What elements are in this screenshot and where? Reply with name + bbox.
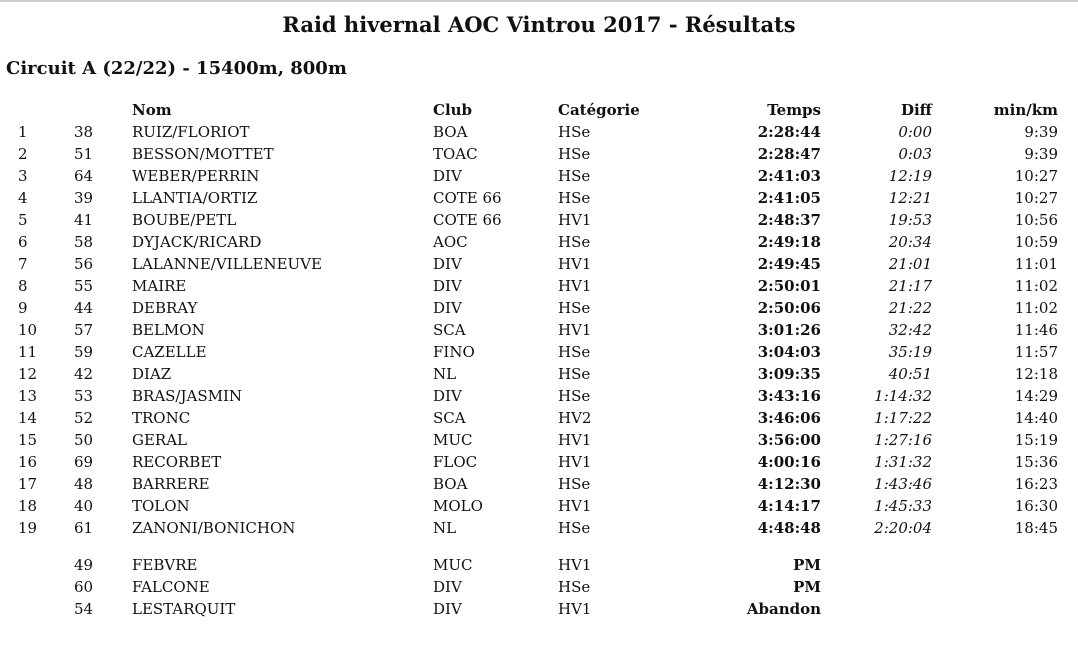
name-cell: ZANONI/BONICHON [132, 519, 296, 537]
rank-cell: 14 [18, 409, 38, 427]
pace-cell: 10:56 [1014, 211, 1058, 229]
diff-cell: 1:27:16 [874, 431, 932, 449]
rank-cell: 8 [18, 277, 28, 295]
name-cell: BARRERE [132, 475, 210, 493]
time-cell: 2:50:01 [757, 277, 821, 295]
time-cell: 4:12:30 [757, 475, 821, 493]
time-cell: 3:46:06 [757, 409, 821, 427]
time-cell: 2:49:18 [757, 233, 821, 251]
bib-cell: 60 [74, 578, 94, 596]
category-cell: HV1 [558, 321, 592, 339]
time-cell: 2:41:03 [757, 167, 821, 185]
bib-cell: 49 [74, 556, 94, 574]
header-club: Club [433, 101, 473, 119]
diff-cell: 1:31:32 [874, 453, 932, 471]
diff-cell: 32:42 [888, 321, 932, 339]
rank-cell: 17 [18, 475, 38, 493]
diff-cell: 21:01 [888, 255, 932, 273]
name-cell: LESTARQUIT [132, 600, 236, 618]
diff-cell: 35:19 [888, 343, 932, 361]
table-row [0, 495, 1078, 517]
table-row [0, 473, 1078, 495]
bib-cell: 54 [74, 600, 94, 618]
rank-cell: 15 [18, 431, 38, 449]
pace-cell: 18:45 [1014, 519, 1058, 537]
club-cell: AOC [433, 233, 468, 251]
diff-cell: 21:17 [888, 277, 932, 295]
rank-cell: 9 [18, 299, 28, 317]
club-cell: DIV [433, 578, 462, 596]
pace-cell: 15:36 [1014, 453, 1058, 471]
header-nom: Nom [132, 101, 172, 119]
diff-cell: 12:21 [888, 189, 932, 207]
name-cell: DEBRAY [132, 299, 198, 317]
bib-cell: 58 [74, 233, 94, 251]
pace-cell: 11:02 [1014, 299, 1058, 317]
table-row [0, 517, 1078, 539]
table-row [0, 121, 1078, 143]
time-cell: 4:48:48 [757, 519, 821, 537]
category-cell: HV1 [558, 556, 592, 574]
time-cell: 3:56:00 [757, 431, 821, 449]
club-cell: NL [433, 365, 457, 383]
rank-cell: 3 [18, 167, 28, 185]
pace-cell: 10:27 [1014, 189, 1058, 207]
time-cell: 3:04:03 [757, 343, 821, 361]
club-cell: FINO [433, 343, 475, 361]
header-minkm: min/km [993, 101, 1058, 119]
diff-cell: 1:17:22 [874, 409, 932, 427]
time-cell: 2:49:45 [757, 255, 821, 273]
category-cell: HSe [558, 343, 591, 361]
bib-cell: 40 [74, 497, 94, 515]
category-cell: HV1 [558, 431, 592, 449]
category-cell: HSe [558, 475, 591, 493]
diff-cell: 20:34 [888, 233, 932, 251]
bib-cell: 44 [74, 299, 94, 317]
category-cell: HV1 [558, 255, 592, 273]
table-row [0, 385, 1078, 407]
table-row [0, 253, 1078, 275]
status-cell: Abandon [746, 600, 821, 618]
table-row [0, 231, 1078, 253]
diff-cell: 40:51 [888, 365, 932, 383]
top-border [0, 0, 1078, 2]
diff-cell: 2:20:04 [874, 519, 932, 537]
rank-cell: 19 [18, 519, 38, 537]
time-cell: 4:00:16 [757, 453, 821, 471]
club-cell: FLOC [433, 453, 478, 471]
rank-cell: 4 [18, 189, 28, 207]
header-categorie: Catégorie [558, 101, 640, 119]
club-cell: DIV [433, 167, 462, 185]
bib-cell: 59 [74, 343, 94, 361]
category-cell: HSe [558, 387, 591, 405]
table-row-unranked [0, 554, 1078, 576]
rank-cell: 2 [18, 145, 28, 163]
diff-cell: 19:53 [888, 211, 932, 229]
table-row [0, 429, 1078, 451]
category-cell: HSe [558, 365, 591, 383]
time-cell: 3:43:16 [757, 387, 821, 405]
club-cell: DIV [433, 255, 462, 273]
table-row [0, 297, 1078, 319]
table-row [0, 209, 1078, 231]
club-cell: COTE 66 [433, 189, 502, 207]
name-cell: BELMON [132, 321, 205, 339]
rank-cell: 10 [18, 321, 38, 339]
rank-cell: 13 [18, 387, 38, 405]
name-cell: TRONC [132, 409, 191, 427]
table-row-unranked [0, 598, 1078, 620]
table-row-unranked [0, 576, 1078, 598]
category-cell: HSe [558, 145, 591, 163]
pace-cell: 14:40 [1014, 409, 1058, 427]
category-cell: HV2 [558, 409, 592, 427]
name-cell: MAIRE [132, 277, 187, 295]
category-cell: HV1 [558, 211, 592, 229]
table-row [0, 275, 1078, 297]
pace-cell: 9:39 [1024, 145, 1058, 163]
club-cell: MUC [433, 556, 473, 574]
bib-cell: 64 [74, 167, 94, 185]
category-cell: HSe [558, 299, 591, 317]
diff-cell: 0:03 [898, 145, 932, 163]
rank-cell: 12 [18, 365, 38, 383]
table-row [0, 319, 1078, 341]
category-cell: HV1 [558, 453, 592, 471]
bib-cell: 57 [74, 321, 94, 339]
category-cell: HV1 [558, 600, 592, 618]
category-cell: HSe [558, 578, 591, 596]
category-cell: HSe [558, 519, 591, 537]
table-row [0, 341, 1078, 363]
club-cell: DIV [433, 299, 462, 317]
table-row [0, 187, 1078, 209]
table-row [0, 165, 1078, 187]
club-cell: SCA [433, 409, 466, 427]
name-cell: DIAZ [132, 365, 172, 383]
status-cell: PM [793, 578, 821, 596]
bib-cell: 42 [74, 365, 94, 383]
diff-cell: 1:43:46 [874, 475, 932, 493]
bib-cell: 69 [74, 453, 94, 471]
rank-cell: 18 [18, 497, 38, 515]
diff-cell: 12:19 [888, 167, 932, 185]
rank-cell: 11 [18, 343, 38, 361]
bib-cell: 41 [74, 211, 94, 229]
category-cell: HSe [558, 189, 591, 207]
time-cell: 2:41:05 [757, 189, 821, 207]
circuit-heading: Circuit A (22/22) - 15400m, 800m [6, 58, 347, 79]
diff-cell: 21:22 [888, 299, 932, 317]
category-cell: HSe [558, 167, 591, 185]
time-cell: 2:28:47 [757, 145, 821, 163]
club-cell: COTE 66 [433, 211, 502, 229]
bib-cell: 56 [74, 255, 94, 273]
name-cell: TOLON [132, 497, 190, 515]
bib-cell: 61 [74, 519, 94, 537]
pace-cell: 11:57 [1014, 343, 1058, 361]
pace-cell: 11:02 [1014, 277, 1058, 295]
name-cell: CAZELLE [132, 343, 207, 361]
pace-cell: 9:39 [1024, 123, 1058, 141]
name-cell: BRAS/JASMIN [132, 387, 243, 405]
club-cell: DIV [433, 277, 462, 295]
bib-cell: 51 [74, 145, 94, 163]
name-cell: BESSON/MOTTET [132, 145, 274, 163]
rank-cell: 16 [18, 453, 38, 471]
bib-cell: 53 [74, 387, 94, 405]
diff-cell: 0:00 [898, 123, 932, 141]
club-cell: SCA [433, 321, 466, 339]
name-cell: RUIZ/FLORIOT [132, 123, 250, 141]
club-cell: DIV [433, 600, 462, 618]
bib-cell: 55 [74, 277, 94, 295]
pace-cell: 16:23 [1014, 475, 1058, 493]
pace-cell: 11:46 [1014, 321, 1058, 339]
rank-cell: 7 [18, 255, 28, 273]
table-header-row [0, 99, 1078, 121]
time-cell: 3:09:35 [757, 365, 821, 383]
bib-cell: 48 [74, 475, 94, 493]
name-cell: DYJACK/RICARD [132, 233, 262, 251]
name-cell: LLANTIA/ORTIZ [132, 189, 258, 207]
name-cell: WEBER/PERRIN [132, 167, 260, 185]
pace-cell: 10:59 [1014, 233, 1058, 251]
club-cell: MUC [433, 431, 473, 449]
time-cell: 3:01:26 [757, 321, 821, 339]
category-cell: HSe [558, 233, 591, 251]
status-cell: PM [793, 556, 821, 574]
name-cell: RECORBET [132, 453, 222, 471]
bib-cell: 39 [74, 189, 94, 207]
category-cell: HV1 [558, 277, 592, 295]
category-cell: HV1 [558, 497, 592, 515]
club-cell: BOA [433, 475, 468, 493]
diff-cell: 1:14:32 [874, 387, 932, 405]
pace-cell: 15:19 [1014, 431, 1058, 449]
rank-cell: 5 [18, 211, 28, 229]
time-cell: 2:50:06 [757, 299, 821, 317]
diff-cell: 1:45:33 [874, 497, 932, 515]
results-rows [0, 121, 1078, 620]
club-cell: TOAC [433, 145, 478, 163]
pace-cell: 16:30 [1014, 497, 1058, 515]
pace-cell: 11:01 [1014, 255, 1058, 273]
pace-cell: 10:27 [1014, 167, 1058, 185]
time-cell: 2:48:37 [757, 211, 821, 229]
table-row [0, 451, 1078, 473]
name-cell: FEBVRE [132, 556, 198, 574]
header-temps: Temps [767, 101, 821, 119]
time-cell: 2:28:44 [757, 123, 821, 141]
table-row [0, 143, 1078, 165]
name-cell: FALCONE [132, 578, 210, 596]
bib-cell: 38 [74, 123, 94, 141]
time-cell: 4:14:17 [757, 497, 821, 515]
club-cell: BOA [433, 123, 468, 141]
category-cell: HSe [558, 123, 591, 141]
table-row [0, 363, 1078, 385]
club-cell: NL [433, 519, 457, 537]
header-diff: Diff [900, 101, 932, 119]
bib-cell: 52 [74, 409, 94, 427]
table-row [0, 407, 1078, 429]
pace-cell: 14:29 [1014, 387, 1058, 405]
name-cell: BOUBE/PETL [132, 211, 237, 229]
club-cell: DIV [433, 387, 462, 405]
page-title: Raid hivernal AOC Vintrou 2017 - Résultats [282, 12, 796, 37]
bib-cell: 50 [74, 431, 94, 449]
rank-cell: 6 [18, 233, 28, 251]
club-cell: MOLO [433, 497, 483, 515]
pace-cell: 12:18 [1014, 365, 1058, 383]
name-cell: LALANNE/VILLENEUVE [132, 255, 322, 273]
results-table [0, 99, 1078, 620]
rank-cell: 1 [18, 123, 28, 141]
name-cell: GERAL [132, 431, 188, 449]
